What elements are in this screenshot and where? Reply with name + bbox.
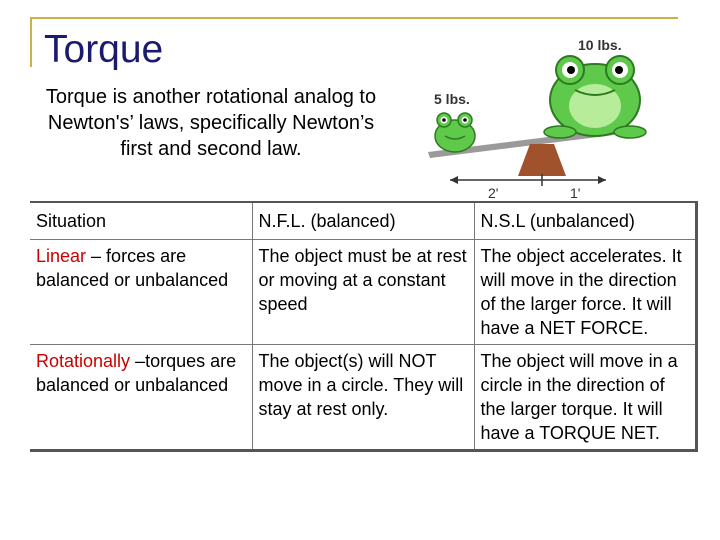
slide-frame-left bbox=[30, 17, 32, 67]
header-balanced: N.F.L. (balanced) bbox=[252, 202, 474, 240]
balanced-cell: The object(s) will NOT move in a circle. They will stay at rest only. bbox=[252, 345, 474, 451]
light-weight-label: 5 lbs. bbox=[434, 91, 470, 107]
situation-description: –torques are balanced or unbalanced bbox=[36, 351, 237, 395]
unbalanced-cell: The object accelerates. It will move in the direction of the larger force. It will have a NET FORCE. bbox=[474, 240, 696, 345]
seesaw-frog-illustration bbox=[420, 28, 710, 203]
situation-cell bbox=[30, 240, 252, 345]
header-situation: Situation bbox=[30, 202, 252, 240]
torque-comparison-table bbox=[30, 201, 698, 452]
slide-frame-top bbox=[30, 17, 678, 19]
right-distance-label: 1' bbox=[570, 185, 581, 201]
table-header-row bbox=[30, 202, 696, 240]
header-unbalanced: N.S.L (unbalanced) bbox=[474, 202, 696, 240]
situation-description: – forces are balanced or unbalanced bbox=[36, 246, 229, 290]
table-row bbox=[30, 240, 696, 345]
intro-text: Torque is another rotational analog to Newton's’ laws, specifically Newton’s first and second law. bbox=[45, 86, 377, 160]
small-frog-icon bbox=[435, 113, 475, 152]
large-frog-icon bbox=[544, 56, 646, 138]
left-distance-label: 2' bbox=[488, 185, 499, 201]
slide-title: Torque bbox=[44, 28, 164, 71]
balanced-cell: The object must be at rest or moving at a constant speed bbox=[252, 240, 474, 345]
situation-keyword: Rotationally bbox=[36, 351, 131, 371]
situation-cell bbox=[30, 345, 252, 451]
table-row bbox=[30, 345, 696, 451]
fulcrum-icon bbox=[518, 144, 566, 176]
heavy-weight-label: 10 lbs. bbox=[578, 37, 622, 53]
unbalanced-cell: The object will move in a circle in the direction of the larger torque. It will have a TORQUE NET. bbox=[474, 345, 696, 451]
situation-keyword: Linear bbox=[36, 246, 87, 266]
